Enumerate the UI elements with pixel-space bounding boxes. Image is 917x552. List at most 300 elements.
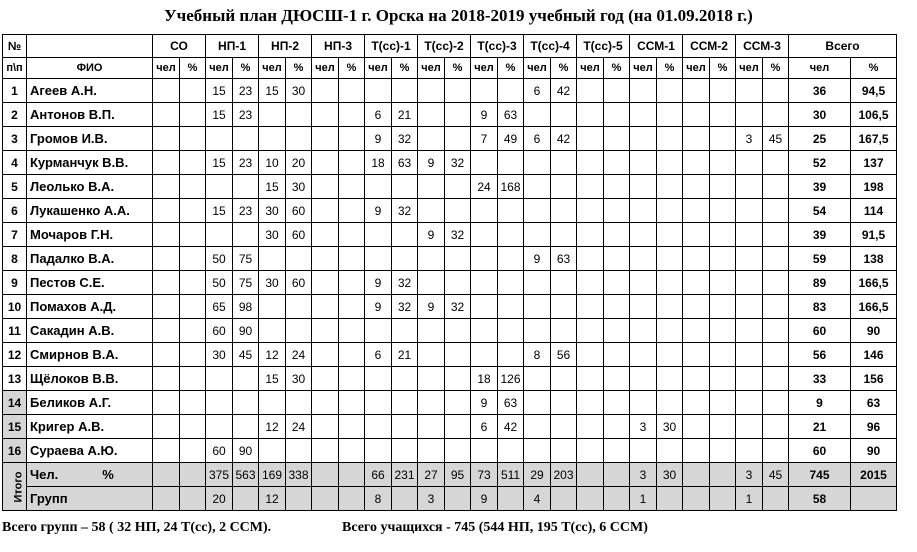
row-number: 9 [3, 271, 27, 295]
chel-cell [365, 247, 392, 271]
chel-cell: 60 [206, 319, 233, 343]
pct-cell: 23 [233, 151, 259, 175]
chel-cell: 30 [259, 223, 286, 247]
chel-cell [736, 415, 763, 439]
coach-name: Смирнов В.А. [27, 343, 153, 367]
chel-subheader: чел [471, 58, 498, 79]
pct-cell: 23 [233, 103, 259, 127]
pct-subheader: % [710, 58, 736, 79]
total-header: Всего [789, 35, 897, 58]
pct-subheader: % [392, 58, 418, 79]
chel-cell [630, 127, 657, 151]
grand-total-chel: 745 [789, 463, 851, 487]
group-header: ССМ-2 [683, 35, 736, 58]
pct-cell [657, 271, 683, 295]
chel-cell: 15 [206, 151, 233, 175]
chel-cell [524, 295, 551, 319]
pct-cell: 32 [392, 271, 418, 295]
coach-name: Щёлоков В.В. [27, 367, 153, 391]
pct-cell [604, 271, 630, 295]
chel-cell [736, 103, 763, 127]
pct-cell [710, 223, 736, 247]
coach-name: Громов И.В. [27, 127, 153, 151]
chel-cell [736, 319, 763, 343]
chel-cell [683, 247, 710, 271]
group-count-blank [657, 487, 683, 511]
chel-cell: 15 [206, 103, 233, 127]
chel-cell: 30 [206, 343, 233, 367]
group-count-cell [153, 487, 180, 511]
pct-subheader: % [551, 58, 577, 79]
pct-cell [657, 103, 683, 127]
pct-cell [445, 199, 471, 223]
group-count-blank [604, 487, 630, 511]
chel-cell: 15 [206, 199, 233, 223]
chel-subheader: чел [206, 58, 233, 79]
chel-subheader: чел [259, 58, 286, 79]
pct-cell [657, 367, 683, 391]
total-pct-cell: 166,5 [851, 271, 897, 295]
row-number: 12 [3, 343, 27, 367]
pct-subheader: % [604, 58, 630, 79]
table-row [3, 79, 897, 103]
chel-cell [524, 151, 551, 175]
chel-cell [683, 199, 710, 223]
pct-cell [339, 223, 365, 247]
row-number: 7 [3, 223, 27, 247]
fio-header-top [27, 35, 153, 58]
chel-cell: 18 [471, 367, 498, 391]
chel-cell: 65 [206, 295, 233, 319]
chel-cell [259, 247, 286, 271]
chel-cell: 3 [630, 415, 657, 439]
total-pct-cell: 96 [851, 415, 897, 439]
chel-cell: 9 [365, 127, 392, 151]
pct-subheader: % [286, 58, 312, 79]
group-count-blank [233, 487, 259, 511]
pct-cell: 90 [233, 319, 259, 343]
chel-cell [736, 199, 763, 223]
row-number: 4 [3, 151, 27, 175]
totals-people-label [27, 463, 153, 487]
pct-cell [180, 223, 206, 247]
pct-subheader: % [657, 58, 683, 79]
pct-cell [710, 247, 736, 271]
group-count-blank [339, 487, 365, 511]
chel-cell [418, 175, 445, 199]
pct-cell [763, 367, 789, 391]
chel-cell [577, 415, 604, 439]
group-count-cell [683, 487, 710, 511]
pct-cell [180, 271, 206, 295]
group-count-blank [710, 487, 736, 511]
group-header: Т(сс)-2 [418, 35, 471, 58]
pct-cell [657, 175, 683, 199]
pct-cell: 21 [392, 343, 418, 367]
pct-cell [604, 415, 630, 439]
group-count-cell: 4 [524, 487, 551, 511]
pct-cell [339, 367, 365, 391]
coach-name: Пестов С.Е. [27, 271, 153, 295]
grand-total-groups: 58 [789, 487, 851, 511]
total-chel-cell: 73 [471, 463, 498, 487]
pct-cell [498, 199, 524, 223]
row-number: 11 [3, 319, 27, 343]
pct-cell: 168 [498, 175, 524, 199]
pct-cell [445, 103, 471, 127]
total-groups-note: Всего групп – 58 ( 32 НП, 24 Т(сс), 2 ССМ). [2, 520, 272, 535]
chel-cell [259, 295, 286, 319]
pct-cell [710, 439, 736, 463]
pct-cell [551, 271, 577, 295]
pct-cell [710, 199, 736, 223]
total-chel-cell: 375 [206, 463, 233, 487]
row-number: 6 [3, 199, 27, 223]
pct-cell [339, 439, 365, 463]
pct-cell: 63 [392, 151, 418, 175]
pct-cell [286, 319, 312, 343]
pct-cell [445, 247, 471, 271]
group-count-blank [286, 487, 312, 511]
chel-cell [259, 439, 286, 463]
total-chel-cell: 29 [524, 463, 551, 487]
total-pct-cell: 167,5 [851, 127, 897, 151]
chel-cell [153, 103, 180, 127]
pct-cell [710, 127, 736, 151]
chel-cell: 9 [471, 103, 498, 127]
chel-cell [153, 79, 180, 103]
chel-cell [418, 319, 445, 343]
chel-cell [577, 319, 604, 343]
pct-cell [551, 151, 577, 175]
chel-cell [630, 223, 657, 247]
chel-cell: 9 [365, 199, 392, 223]
total-chel-cell: 27 [418, 463, 445, 487]
chel-cell [577, 127, 604, 151]
totals-row-people [3, 463, 897, 487]
total-pct-cell [180, 463, 206, 487]
pct-cell [604, 151, 630, 175]
pct-cell: 42 [551, 79, 577, 103]
chel-cell [577, 199, 604, 223]
pct-cell [763, 415, 789, 439]
total-pct-cell: 231 [392, 463, 418, 487]
pct-cell [180, 295, 206, 319]
total-chel-cell [577, 463, 604, 487]
chel-cell [365, 223, 392, 247]
group-count-cell [577, 487, 604, 511]
pct-cell: 24 [286, 343, 312, 367]
chel-cell [683, 295, 710, 319]
pct-cell [551, 391, 577, 415]
pct-cell [339, 343, 365, 367]
pct-cell: 75 [233, 271, 259, 295]
pct-cell [445, 79, 471, 103]
chel-cell [630, 439, 657, 463]
chel-cell [736, 223, 763, 247]
pct-cell [551, 295, 577, 319]
itogo-label-text: Итого [12, 470, 25, 503]
pct-cell [657, 319, 683, 343]
chel-cell [524, 439, 551, 463]
chel-cell [471, 199, 498, 223]
chel-cell [418, 199, 445, 223]
pct-cell [445, 415, 471, 439]
chel-cell [736, 295, 763, 319]
pct-cell [657, 151, 683, 175]
pct-cell [657, 223, 683, 247]
row-number: 5 [3, 175, 27, 199]
chel-cell [365, 79, 392, 103]
chel-cell [312, 151, 339, 175]
chel-cell [683, 391, 710, 415]
total-chel-cell [683, 463, 710, 487]
pct-cell [763, 439, 789, 463]
chel-cell [577, 247, 604, 271]
chel-cell [418, 271, 445, 295]
chel-cell [418, 343, 445, 367]
pct-cell [392, 319, 418, 343]
pct-cell [498, 151, 524, 175]
chel-cell [577, 367, 604, 391]
group-header: Т(сс)-4 [524, 35, 577, 58]
coach-name: Падалко В.А. [27, 247, 153, 271]
pct-cell [710, 271, 736, 295]
pct-cell [551, 103, 577, 127]
pct-cell [551, 199, 577, 223]
chel-cell [736, 343, 763, 367]
pct-cell: 24 [286, 415, 312, 439]
pct-cell: 60 [286, 271, 312, 295]
pct-cell [180, 391, 206, 415]
pct-cell [339, 295, 365, 319]
chel-cell [683, 127, 710, 151]
chel-cell [206, 415, 233, 439]
total-pct-cell: 114 [851, 199, 897, 223]
table-row [3, 319, 897, 343]
total-chel-cell: 39 [789, 223, 851, 247]
pct-cell: 32 [445, 223, 471, 247]
chel-cell [153, 367, 180, 391]
chel-cell [683, 103, 710, 127]
chel-subheader: чел [630, 58, 657, 79]
group-header: Т(сс)-3 [471, 35, 524, 58]
pct-cell [551, 175, 577, 199]
chel-cell [630, 175, 657, 199]
header-row-sub [3, 58, 897, 79]
pct-cell: 30 [286, 175, 312, 199]
pct-cell [180, 319, 206, 343]
total-pct-cell: 137 [851, 151, 897, 175]
total-pct-cell: 45 [763, 463, 789, 487]
chel-cell [365, 439, 392, 463]
table-row [3, 415, 897, 439]
pct-cell [392, 175, 418, 199]
chel-cell [312, 319, 339, 343]
coach-name: Сураева А.Ю. [27, 439, 153, 463]
chel-cell: 50 [206, 271, 233, 295]
total-students-note: Всего учащихся - 745 (544 НП, 195 Т(сс), 6 ССМ) [342, 520, 648, 535]
coach-name: Антонов В.П. [27, 103, 153, 127]
total-pct-cell: 203 [551, 463, 577, 487]
pct-cell [180, 175, 206, 199]
chel-cell [630, 343, 657, 367]
row-number: 15 [3, 415, 27, 439]
chel-cell [524, 391, 551, 415]
chel-cell [524, 103, 551, 127]
chel-cell [471, 271, 498, 295]
pct-cell [392, 79, 418, 103]
chel-cell [312, 223, 339, 247]
group-count-blank [498, 487, 524, 511]
group-count-blank [445, 487, 471, 511]
chel-cell [577, 79, 604, 103]
chel-cell [736, 367, 763, 391]
pct-cell [710, 175, 736, 199]
pct-cell: 45 [763, 127, 789, 151]
pct-cell [657, 439, 683, 463]
num-sub-header: п\п [3, 58, 27, 79]
pct-cell [392, 223, 418, 247]
pct-cell [551, 319, 577, 343]
pct-cell [657, 343, 683, 367]
pct-cell: 30 [286, 367, 312, 391]
pct-cell [392, 415, 418, 439]
coach-name: Лукашенко А.А. [27, 199, 153, 223]
pct-cell [339, 127, 365, 151]
group-count-cell [312, 487, 339, 511]
chel-subheader: чел [524, 58, 551, 79]
chel-cell [365, 415, 392, 439]
chel-cell [683, 439, 710, 463]
total-chel-cell: 56 [789, 343, 851, 367]
chel-cell [312, 103, 339, 127]
pct-cell [657, 391, 683, 415]
pct-cell [498, 223, 524, 247]
pct-cell: 45 [233, 343, 259, 367]
group-header: НП-2 [259, 35, 312, 58]
chel-cell [577, 223, 604, 247]
chel-cell [630, 271, 657, 295]
chel-cell: 9 [365, 271, 392, 295]
pct-cell [445, 343, 471, 367]
pct-cell [604, 295, 630, 319]
chel-cell [259, 103, 286, 127]
pct-cell [763, 103, 789, 127]
total-chel-cell: 36 [789, 79, 851, 103]
coach-name: Леолько В.А. [27, 175, 153, 199]
table-row [3, 175, 897, 199]
chel-cell: 30 [259, 199, 286, 223]
chel-cell: 9 [524, 247, 551, 271]
chel-cell [630, 247, 657, 271]
coach-name: Курманчук В.В. [27, 151, 153, 175]
pct-cell: 60 [286, 223, 312, 247]
pct-cell: 30 [657, 415, 683, 439]
pct-cell [180, 199, 206, 223]
total-chel-cell: 59 [789, 247, 851, 271]
pct-cell [604, 367, 630, 391]
pct-cell [657, 127, 683, 151]
total-chel-cell: 3 [630, 463, 657, 487]
pct-cell [604, 319, 630, 343]
coach-name: Агеев А.Н. [27, 79, 153, 103]
chel-cell: 9 [418, 295, 445, 319]
pct-cell: 21 [392, 103, 418, 127]
chel-cell [206, 391, 233, 415]
chel-cell [153, 319, 180, 343]
group-count-cell: 1 [736, 487, 763, 511]
pct-cell [604, 103, 630, 127]
group-header: ССМ-3 [736, 35, 789, 58]
pct-cell [392, 439, 418, 463]
coach-name: Мочаров Г.Н. [27, 223, 153, 247]
total-chel-cell: 60 [789, 439, 851, 463]
pct-cell [604, 247, 630, 271]
coach-name: Беликов А.Г. [27, 391, 153, 415]
chel-cell [630, 151, 657, 175]
total-chel-cell: 33 [789, 367, 851, 391]
total-pct-cell: 95 [445, 463, 471, 487]
chel-cell: 6 [524, 79, 551, 103]
total-chel-cell: 83 [789, 295, 851, 319]
chel-cell [630, 391, 657, 415]
group-count-blank [180, 487, 206, 511]
chel-cell [312, 295, 339, 319]
chel-cell [312, 199, 339, 223]
pct-cell [233, 367, 259, 391]
pct-cell [233, 175, 259, 199]
chel-subheader: чел [312, 58, 339, 79]
chel-cell [683, 79, 710, 103]
chel-subheader: чел [736, 58, 763, 79]
pct-cell [763, 151, 789, 175]
pct-cell [286, 127, 312, 151]
row-number: 1 [3, 79, 27, 103]
chel-cell [365, 391, 392, 415]
chel-cell [471, 439, 498, 463]
total-chel-cell: 9 [789, 391, 851, 415]
total-pct-cell [604, 463, 630, 487]
chel-cell [259, 391, 286, 415]
chel-cell [683, 367, 710, 391]
pct-cell [339, 199, 365, 223]
chel-cell [153, 271, 180, 295]
pct-cell [445, 127, 471, 151]
chel-cell [577, 439, 604, 463]
pct-cell [286, 439, 312, 463]
chel-cell [418, 103, 445, 127]
pct-cell [339, 79, 365, 103]
pct-cell [339, 103, 365, 127]
chel-subheader: чел [365, 58, 392, 79]
chel-cell [365, 319, 392, 343]
pct-cell [233, 415, 259, 439]
pct-cell [498, 79, 524, 103]
pct-cell [286, 295, 312, 319]
pct-cell [498, 247, 524, 271]
chel-cell [471, 79, 498, 103]
pct-cell [392, 391, 418, 415]
pct-cell: 20 [286, 151, 312, 175]
chel-cell [206, 175, 233, 199]
group-header: Т(сс)-5 [577, 35, 630, 58]
pct-cell [763, 223, 789, 247]
chel-cell [577, 391, 604, 415]
row-number: 10 [3, 295, 27, 319]
pct-cell [710, 79, 736, 103]
chel-cell [153, 223, 180, 247]
